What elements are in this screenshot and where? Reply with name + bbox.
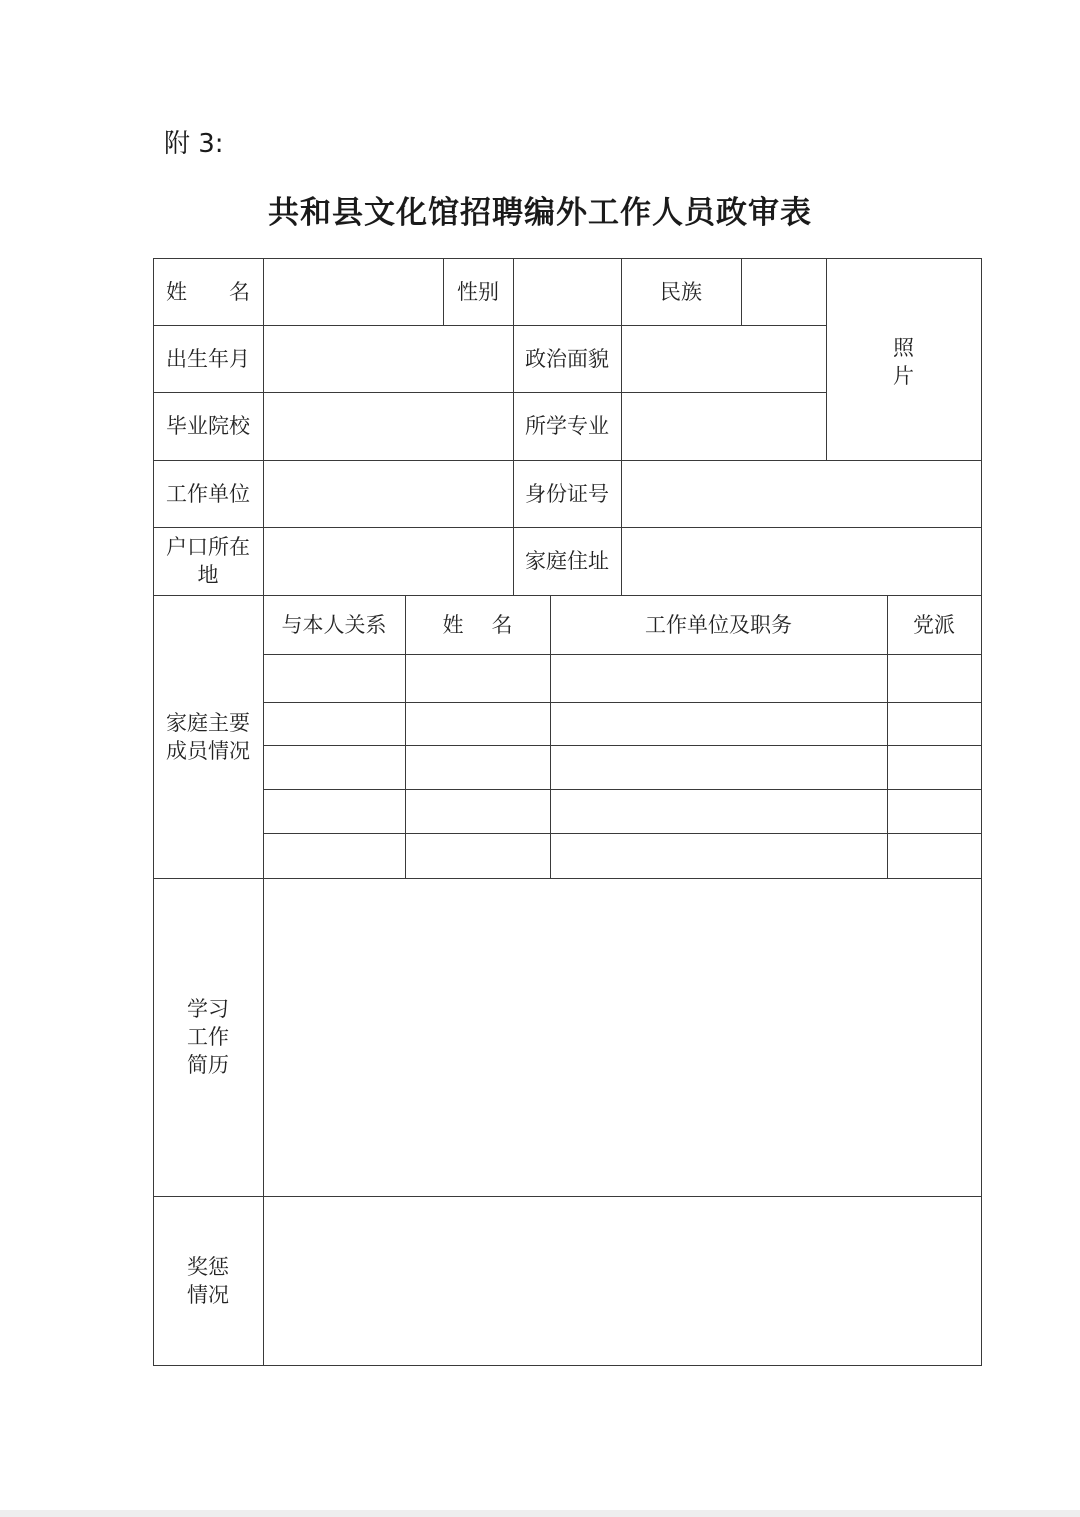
major-input[interactable]	[622, 393, 826, 460]
family-label	[153, 595, 263, 878]
page-title: 共和县文化馆招聘编外工作人员政审表	[268, 195, 812, 231]
resume-label	[153, 878, 263, 1196]
name-label-char-2: 名	[229, 279, 250, 304]
id-label: 身份证号	[525, 481, 609, 506]
family-cell[interactable]	[551, 790, 887, 833]
political-input[interactable]	[622, 326, 826, 392]
ethnicity-label: 民族	[660, 279, 702, 304]
awards-label-line-1: 奖惩	[187, 1254, 229, 1279]
resume-input[interactable]	[264, 879, 981, 1196]
gender-label: 性别	[457, 279, 499, 304]
family-header-name-char-1: 姓	[442, 612, 464, 637]
birth-input[interactable]	[264, 326, 513, 392]
family-cell[interactable]	[406, 703, 550, 745]
awards-label	[153, 1196, 263, 1365]
family-cell[interactable]	[264, 655, 405, 702]
family-cell[interactable]	[264, 790, 405, 833]
column-divider	[443, 258, 444, 325]
table-border-bottom	[153, 1365, 982, 1366]
resume-label-line-1: 学习	[187, 997, 229, 1021]
awards-label-line-2: 情况	[187, 1282, 229, 1307]
family-cell[interactable]	[264, 834, 405, 878]
major-label: 所学专业	[525, 414, 609, 438]
family-cell[interactable]	[264, 746, 405, 789]
resume-label-line-2: 工作	[187, 1025, 229, 1049]
column-divider	[826, 258, 827, 460]
family-cell[interactable]	[551, 655, 887, 702]
bottom-bar	[0, 1510, 1080, 1517]
name-input[interactable]	[264, 259, 443, 325]
work-unit-input[interactable]	[264, 461, 513, 527]
family-header-name	[405, 595, 550, 654]
name-label-char-1: 姓	[166, 279, 187, 304]
family-header-party: 党派	[913, 612, 955, 637]
awards-input[interactable]	[264, 1197, 981, 1365]
family-cell[interactable]	[888, 703, 981, 745]
school-input[interactable]	[264, 393, 513, 460]
family-label-line-2: 成员情况	[166, 738, 250, 763]
family-label-line-1: 家庭主要	[166, 710, 250, 735]
family-cell[interactable]	[406, 655, 550, 702]
family-header-name-char-2: 名	[491, 612, 513, 637]
political-label: 政治面貌	[525, 346, 609, 371]
family-cell[interactable]	[264, 703, 405, 745]
table-border-left	[153, 258, 154, 1366]
school-label: 毕业院校	[166, 414, 250, 438]
photo-label-char-1: 照	[893, 336, 914, 360]
address-input[interactable]	[622, 528, 981, 595]
hukou-label	[153, 527, 263, 595]
name-label	[153, 258, 263, 325]
table-border-right	[981, 258, 982, 1366]
family-cell[interactable]	[551, 834, 887, 878]
row-divider	[153, 595, 982, 596]
photo-label-char-2: 片	[893, 364, 914, 388]
hukou-label-line-2: 地	[197, 563, 219, 587]
gender-input[interactable]	[514, 259, 621, 325]
family-cell[interactable]	[551, 703, 887, 745]
family-cell[interactable]	[406, 834, 550, 878]
family-cell[interactable]	[888, 790, 981, 833]
ethnicity-input[interactable]	[742, 259, 826, 325]
work-unit-label: 工作单位	[166, 481, 250, 506]
family-cell[interactable]	[888, 746, 981, 789]
hukou-label-line-1: 户口所在	[166, 535, 250, 559]
birth-label: 出生年月	[166, 346, 250, 371]
hukou-input[interactable]	[264, 528, 513, 595]
attachment-label: 附 3:	[164, 129, 224, 159]
family-cell[interactable]	[551, 746, 887, 789]
family-cell[interactable]	[888, 655, 981, 702]
family-cell[interactable]	[406, 746, 550, 789]
photo-slot[interactable]	[826, 324, 981, 400]
family-cell[interactable]	[888, 834, 981, 878]
resume-label-line-3: 简历	[187, 1053, 229, 1077]
id-input[interactable]	[622, 461, 981, 527]
family-cell[interactable]	[406, 790, 550, 833]
address-label: 家庭住址	[525, 549, 609, 573]
family-header-unit: 工作单位及职务	[645, 612, 792, 637]
family-header-relation: 与本人关系	[281, 612, 387, 637]
